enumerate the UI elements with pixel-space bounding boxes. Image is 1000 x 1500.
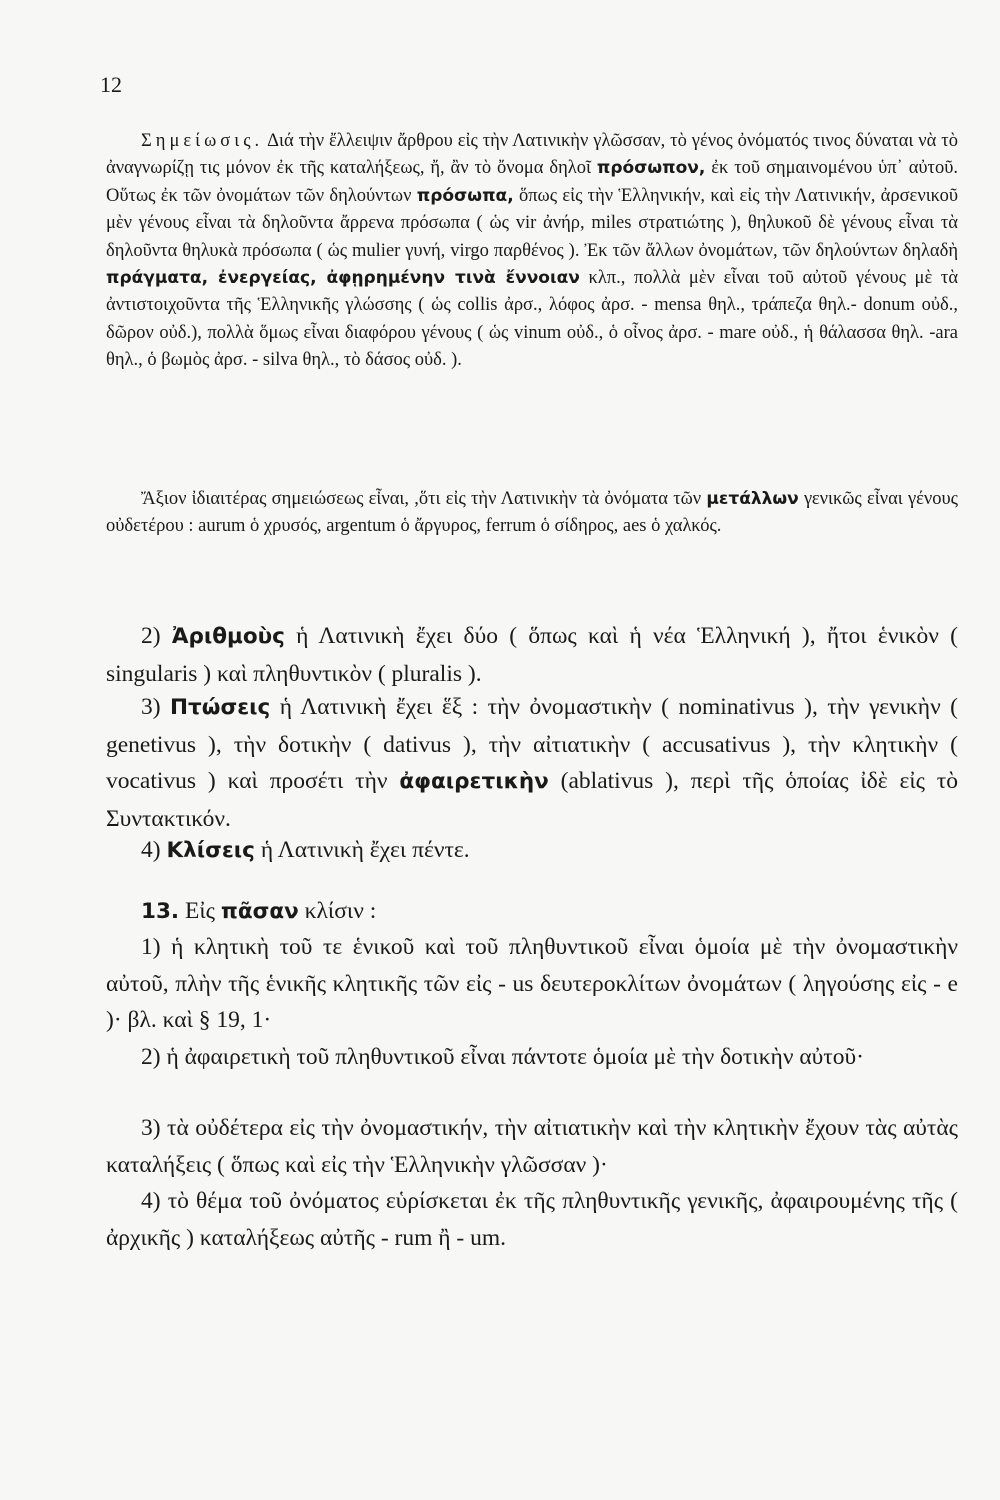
note-paragraph	[106, 128, 958, 375]
item-2-number: 2)	[141, 623, 161, 649]
rule-3: 3) τὰ οὐδέτερα εἰς τὴν ὀνομαστικήν, τὴν αἰτιατικὴν καὶ τὴν κλητικὴν ἔχουν τὰς αὐτὰς καταλήξεις ( ὅπως καὶ εἰς τὴν Ἑλληνικὴν γλῶσσαν )·	[106, 1115, 958, 1178]
metals-bold: μετάλλων	[706, 489, 799, 509]
metals-paragraph	[106, 486, 958, 541]
section-13-lead: Εἰς	[184, 898, 215, 924]
item-4-text: ἡ Λατινικὴ ἔχει πέντε.	[260, 837, 470, 863]
item-numbers	[106, 618, 958, 692]
rule-2: 2) ἡ ἀφαιρετικὴ τοῦ πληθυντικοῦ εἶναι πάντοτε ὁμοία μὲ τὴν δοτικὴν αὐτοῦ·	[141, 1044, 864, 1070]
note-bold-pragmata: πράγματα, ἐνεργείας, ἀφῃρημένην τινὰ ἔννοιαν	[106, 268, 580, 289]
item-2-text: ἡ Λατινικὴ ἔχει δύο ( ὅπως καὶ ἡ νέα Ἑλληνική ), ἤτοι ἑνικὸν ( singularis ) καὶ πληθυντικὸν ( pluralis ).	[106, 623, 958, 687]
page-number: 12	[100, 72, 122, 97]
section-13-number: 13.	[141, 899, 180, 924]
item-3-text-2: (ablativus ), περὶ τῆς ὁποίας ἰδὲ εἰς τὸ Συντακτικόν.	[106, 768, 959, 832]
item-3-bold: Πτώσεις	[170, 695, 271, 720]
item-4-bold: Κλίσεις	[166, 838, 255, 863]
note-text-2: ἐκ τοῦ σημαινομένου ὑπ᾽ αὐτοῦ. Οὕτως ἐκ τῶν ὀνομάτων τῶν δηλούντων	[106, 158, 959, 206]
section-13-rest: κλίσιν :	[304, 898, 377, 924]
note-text-4: κλπ., πολλὰ μὲν εἶναι τοῦ αὐτοῦ γένους μὲ τὰ ἀντιστοιχοῦντα τῆς Ἑλληνικῆς γλώσσης ( ὡς collis ἀρσ., λόφος ἀρσ. - mensa θηλ., τράπεζα θηλ.- donum οὐδ., δῶρον οὐδ.), πολλὰ ὅμως εἶναι διαφόρου γένους ( ὡς vinum οὐδ., ὁ οἶνος ἀρσ. - mare οὐδ., ἡ θάλασσα θηλ. -ara θηλ., ὁ βωμὸς ἀρσ. - silva θηλ., τὸ δάσος οὐδ. ).	[106, 268, 959, 371]
metals-text-2: γενικῶς εἶναι γένους οὐδετέρου : aurum ὁ χρυσός, argentum ὁ ἄργυρος, ferrum ὁ σίδηρος, aes ὁ χαλκός.	[106, 489, 958, 537]
note-bold-prosopon: πρόσωπον,	[596, 158, 706, 179]
note-text-1: Διά τὴν ἔλλειψιν ἄρθρου εἰς τὴν Λατινικὴν γλῶσσαν, τὸ γένος ὀνόματός τινος δύναται νὰ τὸ ἀναγνωρίζῃ τις μόνον ἐκ τῆς καταλήξεως, ἤ, ἂν τὸ ὄνομα δηλοῖ	[106, 131, 958, 179]
item-cases	[106, 689, 958, 837]
item-3-number: 3)	[141, 694, 161, 720]
metals-text-1: Ἄξιον ἰδιαιτέρας σημειώσεως εἶναι, ,ὅτι εἰς τὴν Λατινικὴν τὰ ὀνόματα τῶν	[141, 489, 702, 509]
item-declensions	[106, 832, 958, 870]
item-3-bold-ablative: ἀφαιρετικὴν	[399, 769, 549, 794]
note-heading: Σημείωσις.	[141, 131, 264, 151]
note-bold-prosopa: πρόσωπα,	[416, 185, 514, 206]
section-13-heading	[106, 893, 958, 931]
note-text-3: ὅπως εἰς τὴν Ἑλληνικήν, καὶ εἰς τὴν Λατινικήν, ἀρσενικοῦ μὲν γένους εἶναι τὰ δηλοῦντα ἄρρενα πρόσωπα ( ὡς vir ἀνήρ, miles στρατιώτης ), θηλυκοῦ δὲ γένους εἶναι τὰ δηλοῦντα θηλυκὰ πρόσωπα ( ὡς mulier γυνή, virgo παρθένος ). Ἐκ τῶν ἄλλων ὀνομάτων, τῶν δηλούντων δηλαδὴ	[106, 185, 958, 261]
rule-1: 1) ἡ κλητικὴ τοῦ τε ἑνικοῦ καὶ τοῦ πληθυντικοῦ εἶναι ὁμοία μὲ τὴν ὀνομαστικὴν αὐτοῦ, πλὴν τῆς ἑνικῆς κλητικῆς τῶν εἰς - us δευτεροκλίτων ὀνομάτων ( ληγούσης εἰς - e )· βλ. καὶ § 19, 1·	[106, 934, 958, 1033]
rule-4: 4) τὸ θέμα τοῦ ὀνόματος εὑρίσκεται ἐκ τῆς πληθυντικῆς γενικῆς, ἀφαιρουμένης τῆς ( ἀρχικῆς ) καταλήξεως αὐτῆς - rum ἢ - um.	[106, 1188, 958, 1251]
item-4-number: 4)	[141, 837, 161, 863]
item-3-text-1: ἡ Λατινικὴ ἔχει ἕξ : τὴν ὀνομαστικὴν ( nominativus ), τὴν γενικὴν ( genetivus ), τὴν δοτικὴν ( dativus ), τὴν αἰτιατικὴν ( accusativus ), τὴν κλητικὴν ( vocativus ) καὶ προσέτι τὴν	[106, 694, 958, 794]
section-13-bold: πᾶσαν	[220, 899, 299, 924]
item-2-bold: Ἀριθμοὺς	[171, 624, 285, 649]
